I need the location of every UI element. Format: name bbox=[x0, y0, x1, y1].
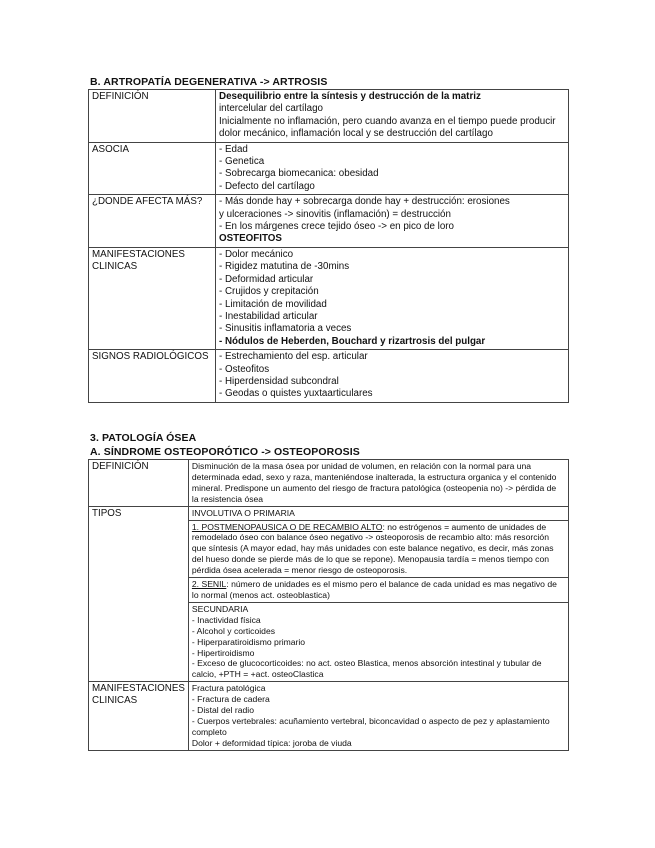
table-row bbox=[89, 142, 569, 195]
row-label-definicion: DEFINICIÓN bbox=[89, 90, 216, 143]
donde-line-4: OSTEOFITOS bbox=[219, 233, 282, 245]
senil-text: : número de unidades es el mismo pero el balance de cada unidad es mas negativo de lo normal (menos act. osteoblastica) bbox=[191, 579, 557, 600]
osteoporosis-table bbox=[88, 459, 569, 751]
list-item: - Genetica bbox=[219, 156, 265, 168]
table-row bbox=[89, 506, 569, 682]
list-item: - Deformidad articular bbox=[219, 273, 314, 285]
row-label-tipos: TIPOS bbox=[89, 506, 189, 682]
table-row bbox=[89, 460, 569, 507]
list-item: - Dolor mecánico bbox=[219, 248, 294, 260]
list-item: - Fractura de cadera bbox=[191, 694, 270, 705]
donde-line-1: - Más donde hay + sobrecarga donde hay + destrucción: erosiones bbox=[219, 196, 510, 208]
section-b-title: B. ARTROPATÍA DEGENERATIVA -> ARTROSIS bbox=[90, 76, 328, 88]
list-item: - Limitación de movilidad bbox=[219, 298, 327, 310]
list-item: - Distal del radio bbox=[191, 705, 254, 716]
section-3-subtitle: A. SÍNDROME OSTEOPORÓTICO -> OSTEOPOROSIS bbox=[90, 446, 360, 458]
donde-content bbox=[216, 195, 569, 248]
table-row bbox=[89, 195, 569, 248]
definicion-line2: intercelular del cartílago bbox=[219, 103, 324, 115]
secundaria-title: SECUNDARIA bbox=[191, 603, 249, 614]
row-label-donde: ¿DONDE AFECTA MÁS? bbox=[89, 195, 216, 248]
manifestaciones-content bbox=[216, 247, 569, 349]
list-item: - Inestabilidad articular bbox=[219, 310, 318, 322]
table-row bbox=[89, 247, 569, 349]
tipos-content bbox=[188, 506, 568, 682]
list-item: - Osteofitos bbox=[219, 363, 270, 375]
postmenopausica-cell bbox=[189, 521, 568, 579]
list-item: - Hipertiroidismo bbox=[191, 647, 255, 658]
senil-title: 2. SENIL bbox=[191, 579, 227, 590]
osteo-manifestaciones-content bbox=[188, 682, 568, 750]
list-item: - Alcohol y corticoides bbox=[191, 625, 276, 636]
table-row bbox=[89, 90, 569, 143]
table-row bbox=[89, 682, 569, 750]
section-3-title: 3. PATOLOGÍA ÓSEA bbox=[90, 432, 197, 444]
asocia-content bbox=[216, 142, 569, 195]
list-item: - Cuerpos vertebrales: acuñamiento vertebral, biconcavidad o aspecto de pez y aplastamiento completo bbox=[191, 715, 550, 737]
involutiva-header-cell bbox=[189, 507, 568, 521]
senil-cell bbox=[189, 578, 568, 603]
donde-line-3: - En los márgenes crece tejido óseo -> en pico de loro bbox=[219, 221, 454, 233]
row-label-signos: SIGNOS RADIOLÓGICOS bbox=[89, 350, 216, 403]
list-item: - Crujidos y crepitación bbox=[219, 286, 319, 298]
list-item: Fractura patológica bbox=[191, 683, 266, 694]
list-item: - Estrechamiento del esp. articular bbox=[219, 351, 368, 363]
list-item: - Hiperdensidad subcondral bbox=[219, 375, 339, 387]
postmenopausica-title: 1. POSTMENOPAUSICA O DE RECAMBIO ALTO bbox=[191, 521, 383, 532]
definicion-paragraph: Inicialmente no inflamación, pero cuando avanza en el tiempo puede producir dolor mecánico, inflamación local y se destrucción del cartílago bbox=[219, 115, 556, 140]
row-label-manifestaciones: MANIFESTACIONES CLINICAS bbox=[89, 682, 189, 750]
list-item: - Nódulos de Heberden, Bouchard y rizartrosis del pulgar bbox=[219, 335, 486, 347]
involutiva-title: INVOLUTIVA O PRIMARIA bbox=[191, 507, 295, 518]
artrosis-table bbox=[88, 89, 569, 403]
list-item: Dolor + deformidad típica: joroba de viuda bbox=[191, 737, 352, 748]
list-item: - Sinusitis inflamatoria a veces bbox=[219, 323, 352, 335]
secundaria-cell bbox=[189, 603, 568, 681]
signos-content bbox=[216, 350, 569, 403]
row-label-manifestaciones: MANIFESTACIONES CLINICAS bbox=[89, 247, 216, 349]
osteo-definicion-text: Disminución de la masa ósea por unidad de volumen, en relación con la normal para una determinada edad, sexo y raza, manteniéndose inalterada, la estructura organica y el contenido mineral. Predispone un aumento del riesgo de fractura patológica (osteopenia no) -> pérdida de la resistencia ósea bbox=[191, 461, 557, 504]
postmenopausica-text: : no estrógenos = aumento de unidades de remodelado óseo con balance óseo negativo -> osteoporosis de recambio alto: más resorción que síntesis (A mayor edad, hay más unidades con este balance negativo, es decir, más zonas del hueso donde se pierde más de lo que se repone). Menopausia tardía = menos tiempo con pérdida ósea acelerada = menor riesgo de osteoporosis. bbox=[191, 521, 554, 576]
list-item: - Sobrecarga biomecanica: obesidad bbox=[219, 168, 379, 180]
list-item: - Rigidez matutina de -30mins bbox=[219, 261, 350, 273]
list-item: - Geodas o quistes yuxtaarticulares bbox=[219, 388, 373, 400]
osteo-definicion-content bbox=[188, 460, 568, 507]
list-item: - Exceso de glucocorticoides: no act. osteo Blastica, menos absorción intestinal y tubular de calcio, +PTH = +act. osteoClastica bbox=[191, 658, 542, 680]
list-item: - Inactividad física bbox=[191, 614, 261, 625]
row-label-definicion: DEFINICIÓN bbox=[89, 460, 189, 507]
list-item: - Edad bbox=[219, 143, 248, 155]
definicion-bold-line: Desequilibrio entre la síntesis y destrucción de la matriz bbox=[219, 91, 481, 102]
definicion-content bbox=[216, 90, 569, 143]
row-label-asocia: ASOCIA bbox=[89, 142, 216, 195]
table-row bbox=[89, 350, 569, 403]
donde-line-2: y ulceraciones -> sinovitis (inflamación) = destrucción bbox=[219, 208, 451, 220]
list-item: - Defecto del cartílago bbox=[219, 180, 315, 192]
list-item: - Hiperparatiroidismo primario bbox=[191, 636, 306, 647]
